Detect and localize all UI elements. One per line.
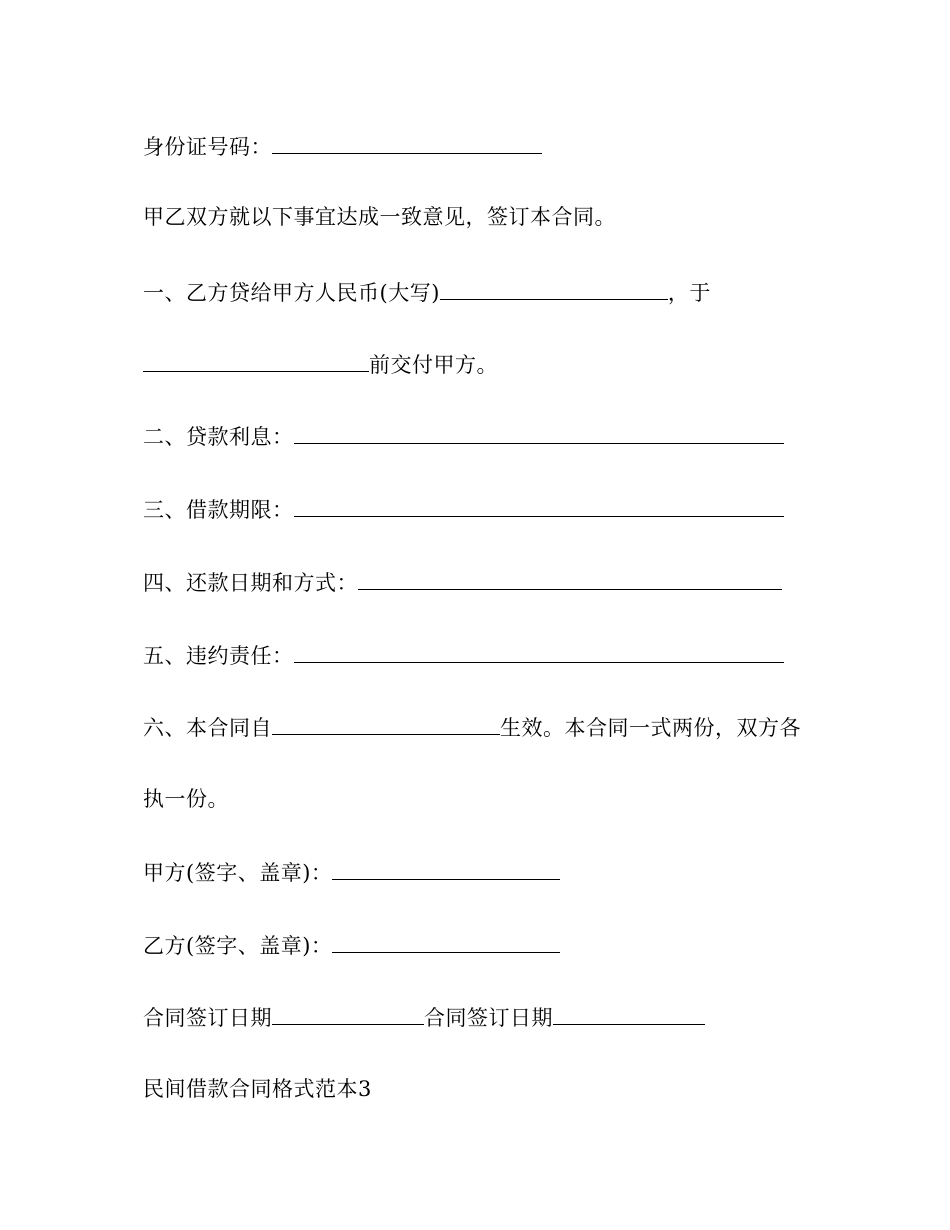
sign-date-line [143,1002,705,1032]
party-b-sign-label: 乙方(签字、盖章)： [143,934,333,958]
party-b-sign-line [143,930,560,960]
clause-5-text: 五、违约责任： [143,644,294,668]
clause-6-text: 六、本合同自 [143,716,272,740]
clause-6-line [143,712,801,742]
clause-2-text: 二、贷款利息： [143,425,294,449]
clause-4-text: 四、还款日期和方式： [143,571,358,595]
id-number-label: 身份证号码： [143,135,272,159]
clause-1-line [143,277,711,307]
party-a-sign-line [143,857,560,887]
clause-6-continuation [143,785,229,813]
clause-1-continuation [143,349,498,379]
interest-blank [294,421,784,444]
sign-date-label-2: 合同签订日期 [424,1006,553,1030]
breach-blank [294,640,784,663]
effective-date-blank [272,712,500,735]
repayment-blank [358,567,782,590]
loan-term-blank [294,494,784,517]
clause-5-line [143,640,784,670]
clause-3-text: 三、借款期限： [143,498,294,522]
clause-2-line [143,421,784,451]
clause-1-end-text: 前交付甲方。 [369,353,498,377]
delivery-date-blank [143,349,369,372]
id-number-blank [272,131,542,154]
party-b-sign-blank [332,930,560,953]
id-number-line [143,131,542,161]
intro-text: 甲乙双方就以下事宜达成一致意见，签订本合同。 [143,205,616,229]
clause-1-suffix: ，于 [667,281,711,305]
next-section-title-line [143,1075,372,1103]
sign-date-blank-1 [272,1002,424,1025]
clause-3-line [143,494,784,524]
next-section-title: 民间借款合同格式范本3 [143,1077,372,1101]
amount-blank [440,277,668,300]
party-a-sign-label: 甲方(签字、盖章)： [143,861,333,885]
clause-1-text: 一、乙方贷给甲方人民币(大写) [143,281,440,305]
party-a-sign-blank [332,857,560,880]
intro-line [143,203,616,231]
clause-4-line [143,567,782,597]
sign-date-blank-2 [553,1002,705,1025]
clause-6-end-text: 执一份。 [143,787,229,811]
clause-6-suffix: 生效。本合同一式两份，双方各 [500,716,801,740]
sign-date-label-1: 合同签订日期 [143,1006,272,1030]
